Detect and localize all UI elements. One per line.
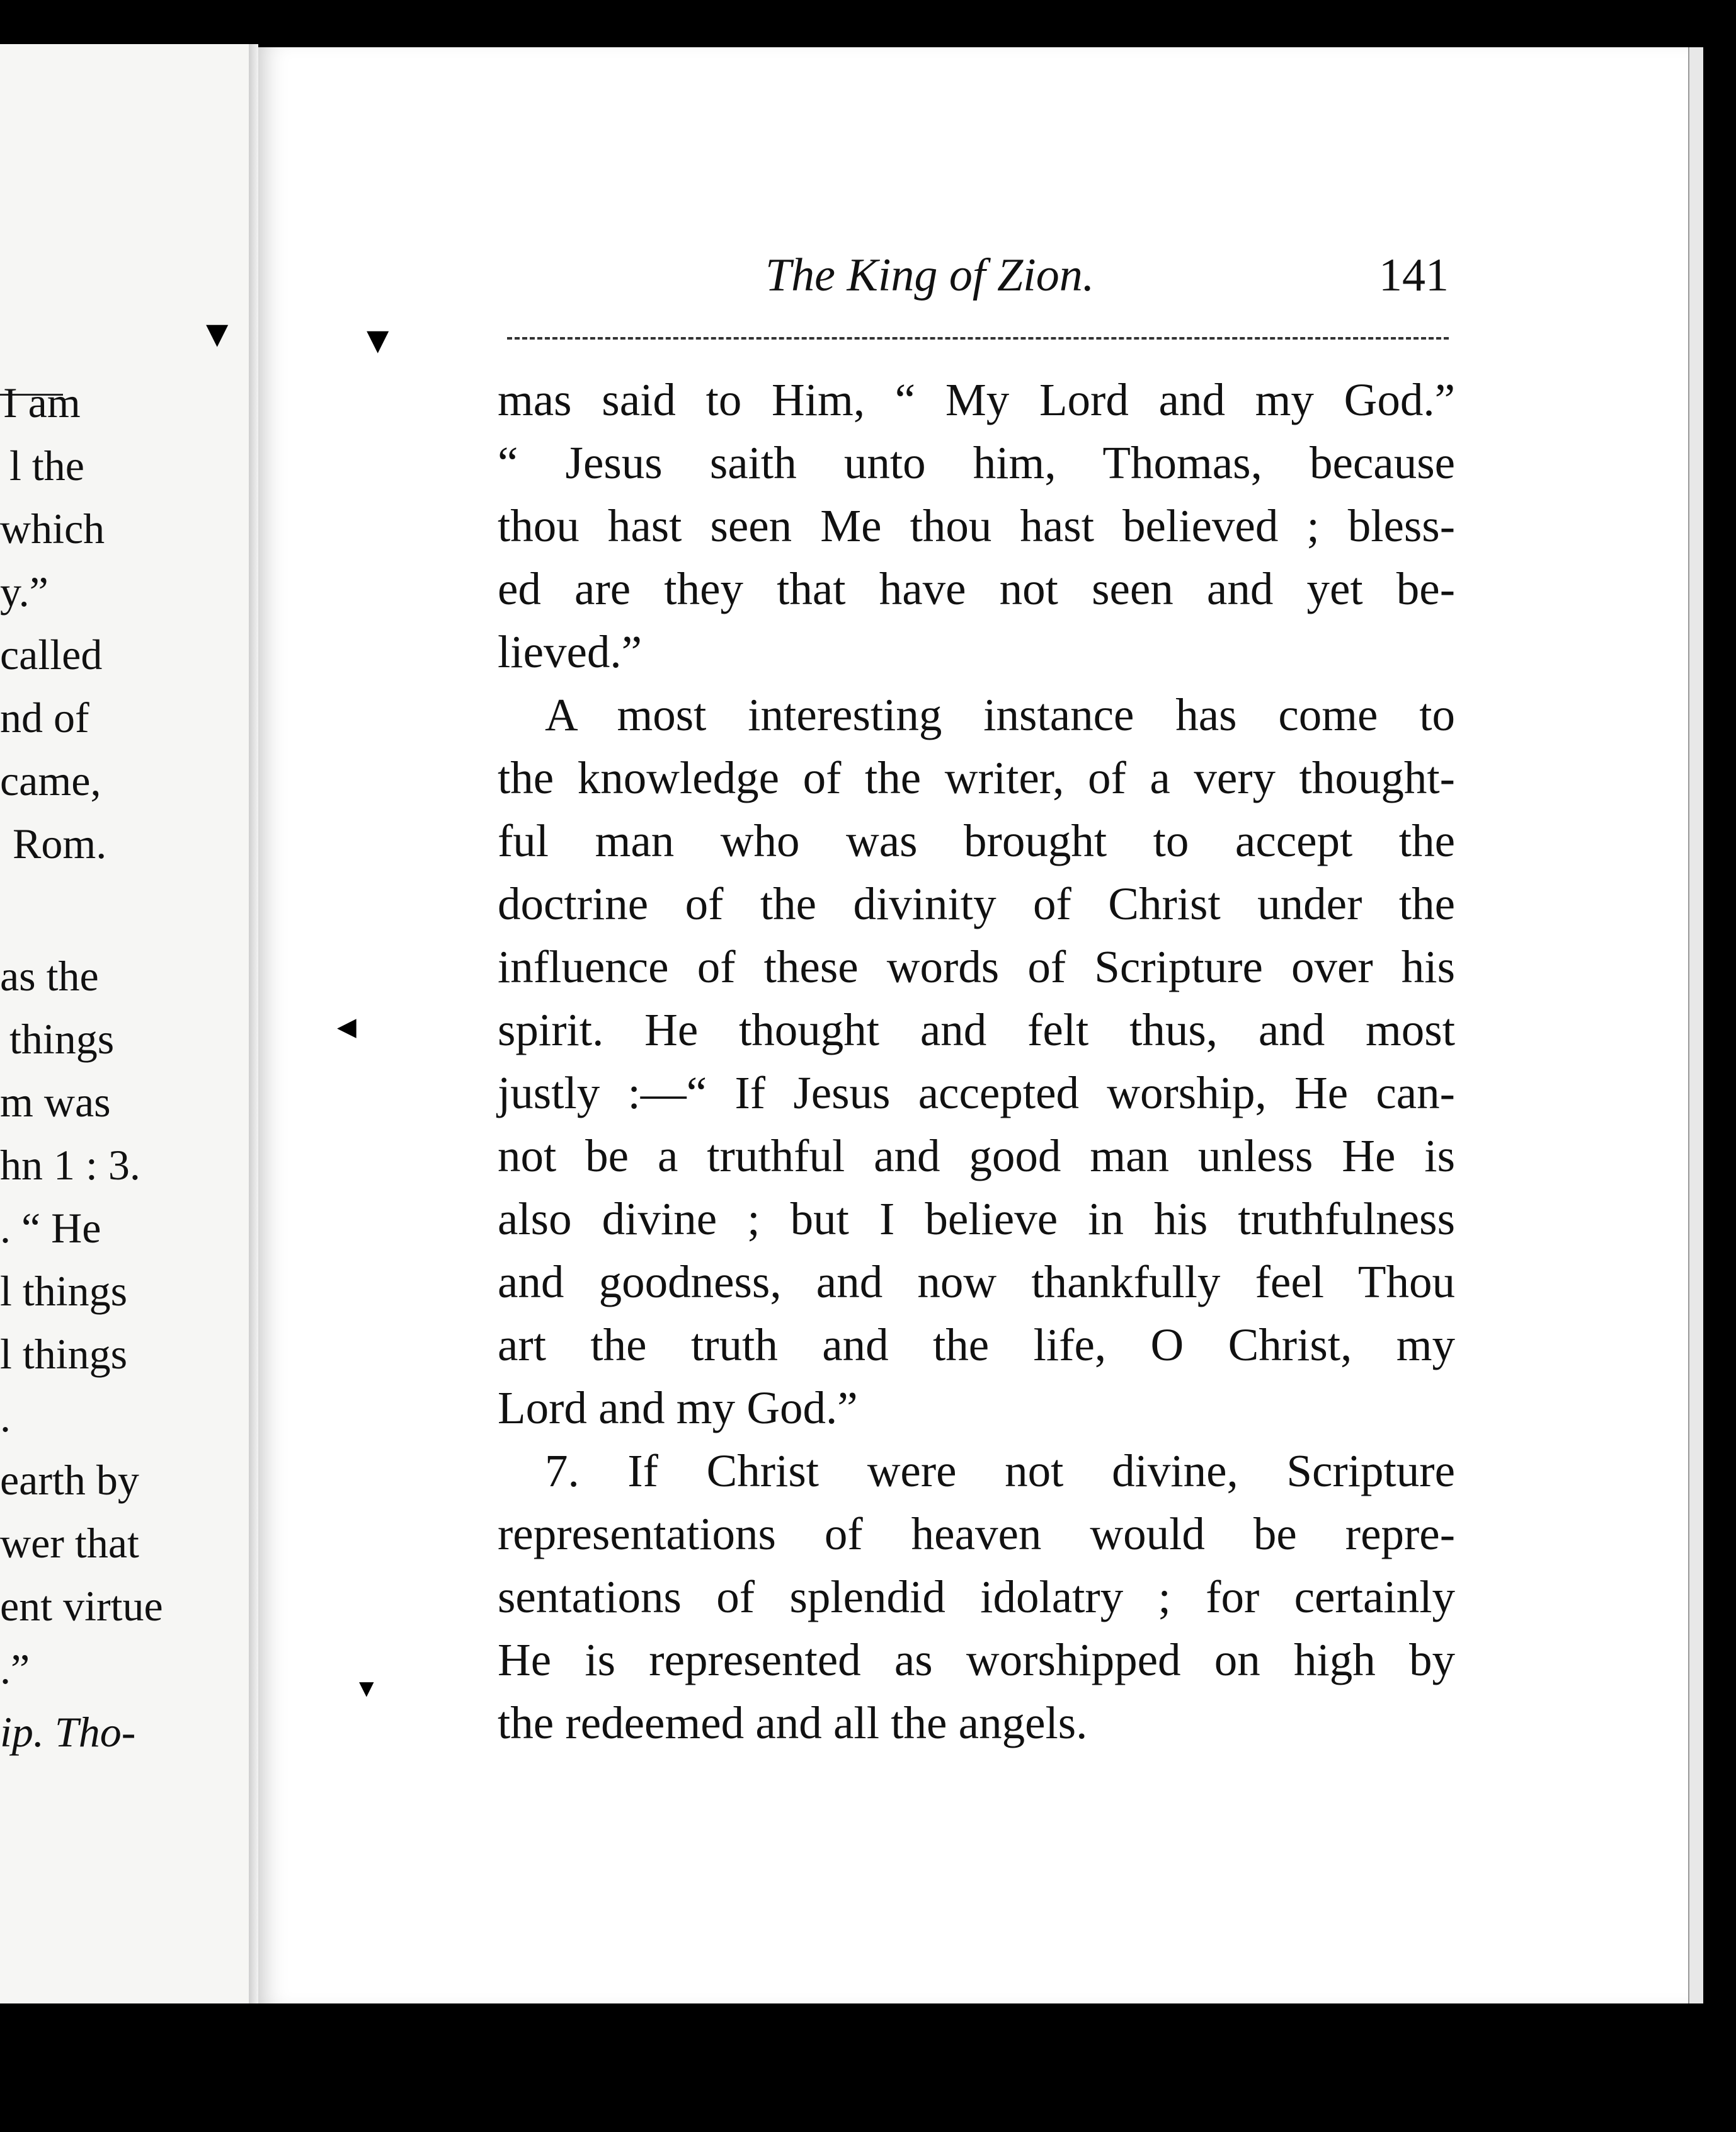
text-line: representations of heaven would be repre- bbox=[498, 1508, 1455, 1559]
text-line: “ Jesus saith unto him, Thomas, because bbox=[498, 437, 1455, 488]
text-line: doctrine of the divinity of Christ under the bbox=[498, 878, 1455, 929]
text-line: 7. If Christ were not divine, Scripture bbox=[545, 1445, 1455, 1496]
text-line: justly :—“ If Jesus accepted worship, He can- bbox=[498, 1067, 1455, 1118]
page-number: 141 bbox=[1379, 249, 1449, 301]
left-line: I am bbox=[3, 379, 81, 427]
margin-mark: ▼ bbox=[359, 319, 397, 361]
body-text bbox=[498, 369, 1455, 1755]
left-line: . bbox=[0, 1393, 11, 1441]
text-line: the redeemed and all the angels. bbox=[498, 1697, 1088, 1748]
left-line: l things bbox=[0, 1330, 128, 1378]
left-line: as the bbox=[0, 952, 99, 1000]
text-line: A most interesting instance has come to bbox=[545, 689, 1455, 740]
left-line: earth by bbox=[0, 1456, 139, 1504]
running-title: The King of Zion. bbox=[765, 249, 1095, 301]
header-rule bbox=[507, 337, 1449, 340]
left-line: called bbox=[0, 631, 103, 679]
text-line: mas said to Him, “ My Lord and my God.” bbox=[498, 374, 1455, 425]
book-gutter bbox=[249, 44, 258, 2003]
left-line: things bbox=[9, 1015, 115, 1063]
text-line: Lord and my God.” bbox=[498, 1382, 858, 1433]
margin-mark: ▼ bbox=[354, 1674, 379, 1702]
left-line: which bbox=[0, 505, 105, 553]
text-line: lieved.” bbox=[498, 626, 642, 677]
left-line: l things bbox=[0, 1267, 128, 1315]
left-line: y.” bbox=[0, 568, 49, 616]
left-line: l the bbox=[9, 442, 84, 490]
left-line: hn 1 : 3. bbox=[0, 1141, 140, 1189]
text-line: He is represented as worshipped on high by bbox=[498, 1634, 1455, 1685]
text-line: art the truth and the life, O Christ, my bbox=[498, 1319, 1455, 1370]
text-line: and goodness, and now thankfully feel Thou bbox=[498, 1256, 1455, 1307]
page-edge bbox=[1688, 47, 1703, 2003]
text-line: ful man who was brought to accept the bbox=[498, 815, 1455, 866]
left-line: ent virtue bbox=[0, 1582, 163, 1630]
text-line: also divine ; but I believe in his truthfulness bbox=[498, 1193, 1455, 1244]
margin-mark: ◀ bbox=[337, 1012, 357, 1041]
text-line: not be a truthful and good man unless He is bbox=[498, 1130, 1455, 1181]
left-line: Rom. bbox=[13, 820, 107, 868]
left-line: wer that bbox=[0, 1519, 139, 1567]
margin-mark: ▼ bbox=[198, 313, 236, 355]
left-line: came, bbox=[0, 757, 101, 805]
text-line: ed are they that have not seen and yet be- bbox=[498, 563, 1455, 614]
left-line: . “ He bbox=[0, 1204, 101, 1252]
text-line: spirit. He thought and felt thus, and most bbox=[498, 1004, 1455, 1055]
running-head bbox=[501, 249, 1449, 312]
text-line: the knowledge of the writer, of a very thought- bbox=[498, 752, 1455, 803]
text-line: influence of these words of Scripture over his bbox=[498, 941, 1455, 992]
left-line: m was bbox=[0, 1078, 111, 1126]
text-line: thou hast seen Me thou hast believed ; bless- bbox=[498, 500, 1455, 551]
left-line: nd of bbox=[0, 694, 89, 742]
left-line: .” bbox=[0, 1645, 30, 1693]
text-line: sentations of splendid idolatry ; for certainly bbox=[498, 1571, 1455, 1622]
left-line: ip. Tho- bbox=[0, 1708, 136, 1756]
